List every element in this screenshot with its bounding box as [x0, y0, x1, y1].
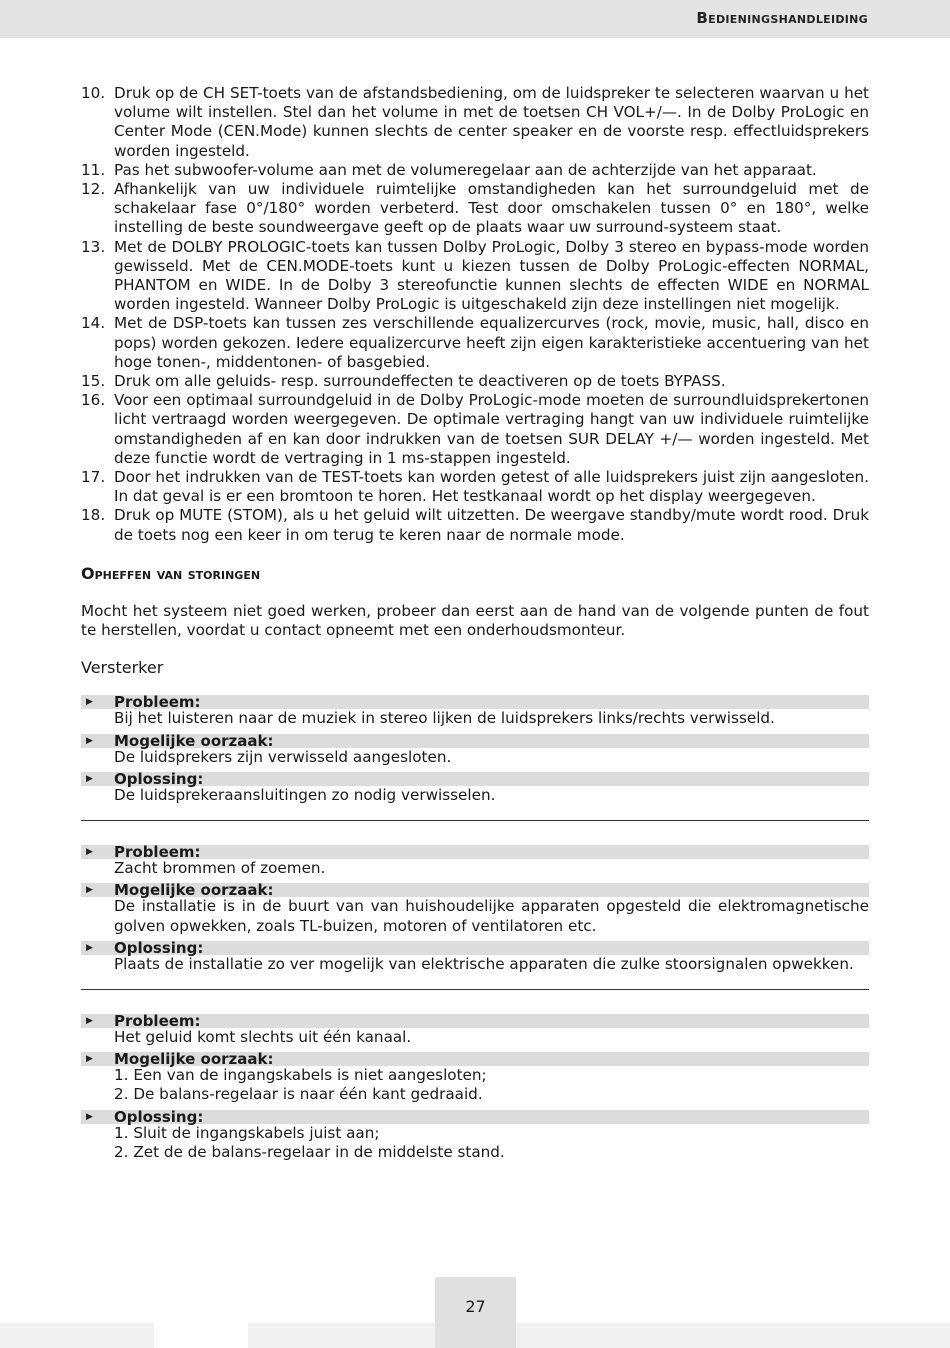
troubleshooting-block — [81, 1011, 869, 1162]
solution-text: 1. Sluit de ingangskabels juist aan; — [114, 1123, 380, 1142]
item-number: 12. — [81, 180, 106, 199]
problem-label-bar — [81, 1011, 869, 1030]
solution-text: 2. Zet de de balans-regelaar in de middelste stand. — [114, 1142, 505, 1161]
triangle-right-icon: ▶ — [86, 1111, 93, 1122]
instruction-item — [81, 84, 869, 161]
numbered-instructions — [81, 84, 869, 545]
cause-text: De luidsprekers zijn verwisseld aangesloten. — [114, 747, 452, 766]
solution-label-bar — [81, 1107, 869, 1126]
solution-label-bar — [81, 769, 869, 788]
item-number: 18. — [81, 506, 106, 525]
item-number: 10. — [81, 84, 106, 102]
problem-label: Probleem: — [114, 843, 201, 862]
item-text: Druk op de CH SET-toets van de afstandsbediening, om de luidspreker te selecteren waarvan u het volume wilt instellen. Stel dan het volume in met de toetsen CH VOL+/—. In de Dolby ProLogic en Center Mode (CEN.Mode) kunnen slechts de center speaker en de voorste resp. effectluidsprekers worden ingesteld. — [114, 84, 869, 160]
item-text: Voor een optimaal surroundgeluid in de Dolby ProLogic-mode moeten de surroundluidsprekertonen licht vertraagd worden weergegeven. De optimale vertraging hangt van uw individuele ruimtelijke omstandigheden af en kan door indrukken van de toetsen SUR DELAY +/— worden ingesteld. Met deze functie wordt de vertraging in 1 ms-stappen ingesteld. — [114, 391, 869, 467]
item-number: 13. — [81, 237, 106, 256]
item-text: Door het indrukken van de TEST-toets kan worden getest of alle luidsprekers juist zijn aangesloten. In dat geval is er een bromtoon te horen. Het testkanaal wordt op het display weergegeven. — [114, 468, 869, 506]
item-text: Druk op MUTE (STOM), als u het geluid wilt uitzetten. De weergave standby/mute wordt rood. Druk de toets nog een keer in om terug te keren naar de normale mode. — [114, 506, 869, 544]
problem-label: Probleem: — [114, 693, 201, 712]
divider-line — [81, 820, 869, 821]
item-text: Met de DOLBY PROLOGIC-toets kan tussen Dolby ProLogic, Dolby 3 stereo en bypass-mode worden gewisseld. Met de CEN.MODE-toets kunt u kiezen tussen de Dolby ProLogic-effecten NORMAL, PHANTOM en WIDE. In de Dolby 3 stereofunctie kunnen slechts de effecten WIDE en NORMAL worden ingesteld. Wanneer Dolby ProLogic is uitgeschakeld zijn deze instellingen niet mogelijk. — [114, 237, 869, 314]
solution-text: Plaats de installatie zo ver mogelijk van elektrische apparaten die zulke stoorsignalen opwekken. — [114, 954, 854, 973]
item-number: 14. — [81, 314, 106, 333]
triangle-right-icon: ▶ — [86, 885, 93, 896]
cause-label-bar — [81, 1050, 869, 1069]
item-number: 17. — [81, 468, 106, 487]
solution-label: Oplossing: — [114, 769, 204, 788]
item-text: Met de DSP-toets kan tussen zes verschillende equalizercurves (rock, movie, music, hall, disco en pops) worden gekozen. Iedere equalizercurve heeft zijn eigen karakteristieke accentuering van het hoge tonen-, middentonen- of basgebied. — [114, 314, 869, 371]
cause-label: Mogelijke oorzaak: — [114, 881, 274, 900]
troubleshooting-block — [81, 845, 869, 974]
cause-label: Mogelijke oorzaak: — [114, 1050, 274, 1069]
triangle-right-icon: ▶ — [86, 942, 93, 953]
instruction-item — [81, 314, 869, 372]
problem-label: Probleem: — [114, 1011, 201, 1030]
footer-marker — [154, 1323, 248, 1348]
instruction-item — [81, 391, 869, 468]
section-intro: Mocht het systeem niet goed werken, probeer dan eerst aan de hand van de volgende punten de fout te herstellen, voordat u contact opneemt met een onderhoudsmonteur. — [81, 601, 869, 640]
solution-text: De luidsprekeraansluitingen zo nodig verwisselen. — [114, 785, 496, 804]
solution-label: Oplossing: — [114, 938, 204, 957]
cause-label-bar — [81, 731, 869, 750]
instruction-item — [81, 372, 869, 391]
triangle-right-icon: ▶ — [86, 773, 93, 784]
troubleshooting-block — [81, 695, 869, 805]
solution-label-bar — [81, 938, 869, 957]
triangle-right-icon: ▶ — [86, 1054, 93, 1065]
problem-label-bar — [81, 843, 869, 862]
problem-text: Het geluid komt slechts uit één kanaal. — [114, 1027, 412, 1046]
subsection-heading: Versterker — [81, 658, 164, 678]
divider-line — [81, 989, 869, 990]
problem-text: Bij het luisteren naar de muziek in stereo lijken de luidsprekers links/rechts verwisseld. — [114, 709, 775, 728]
cause-label: Mogelijke oorzaak: — [114, 731, 274, 750]
item-number: 16. — [81, 391, 106, 410]
triangle-right-icon: ▶ — [86, 847, 93, 858]
problem-label-bar — [81, 693, 869, 712]
triangle-right-icon: ▶ — [86, 697, 93, 708]
solution-label: Oplossing: — [114, 1107, 204, 1126]
page-content — [81, 84, 869, 1162]
cause-text: 2. De balans-regelaar is naar één kant gedraaid. — [114, 1085, 483, 1104]
item-text: Pas het subwoofer-volume aan met de volumeregelaar aan de achterzijde van het apparaat. — [114, 160, 817, 179]
item-number: 15. — [81, 372, 106, 391]
cause-label-bar — [81, 881, 869, 900]
item-text: Afhankelijk van uw individuele ruimtelijke omstandigheden kan het surroundgeluid met de schakelaar fase 0°/180° worden verbeterd. Test door omschakelen tussen 0° en 180°, welke instelling de beste soundweergave geeft op de plaats waar uw surround-systeem staat. — [114, 180, 869, 237]
instruction-item — [81, 161, 869, 180]
page-number: 27 — [465, 1297, 486, 1316]
item-text: Druk om alle geluids- resp. surroundeffecten te deactiveren op de toets BYPASS. — [114, 372, 726, 391]
instruction-item — [81, 180, 869, 238]
triangle-right-icon: ▶ — [86, 735, 93, 746]
cause-text: 1. Een van de ingangskabels is niet aangesloten; — [114, 1066, 487, 1085]
problem-text: Zacht brommen of zoemen. — [114, 859, 326, 878]
page-header-title: Bedieningshandleiding — [696, 9, 868, 27]
instruction-item — [81, 238, 869, 315]
instruction-item — [81, 468, 869, 506]
instruction-item — [81, 506, 869, 544]
cause-text: De installatie is in de buurt van van huishoudelijke apparaten opgesteld die elektromagnetische golven opwekken, zoals TL-buizen, motoren of ventilatoren etc. — [114, 897, 869, 935]
item-number: 11. — [81, 160, 106, 179]
triangle-right-icon: ▶ — [86, 1015, 93, 1026]
section-heading: Opheffen van storingen — [81, 563, 261, 583]
